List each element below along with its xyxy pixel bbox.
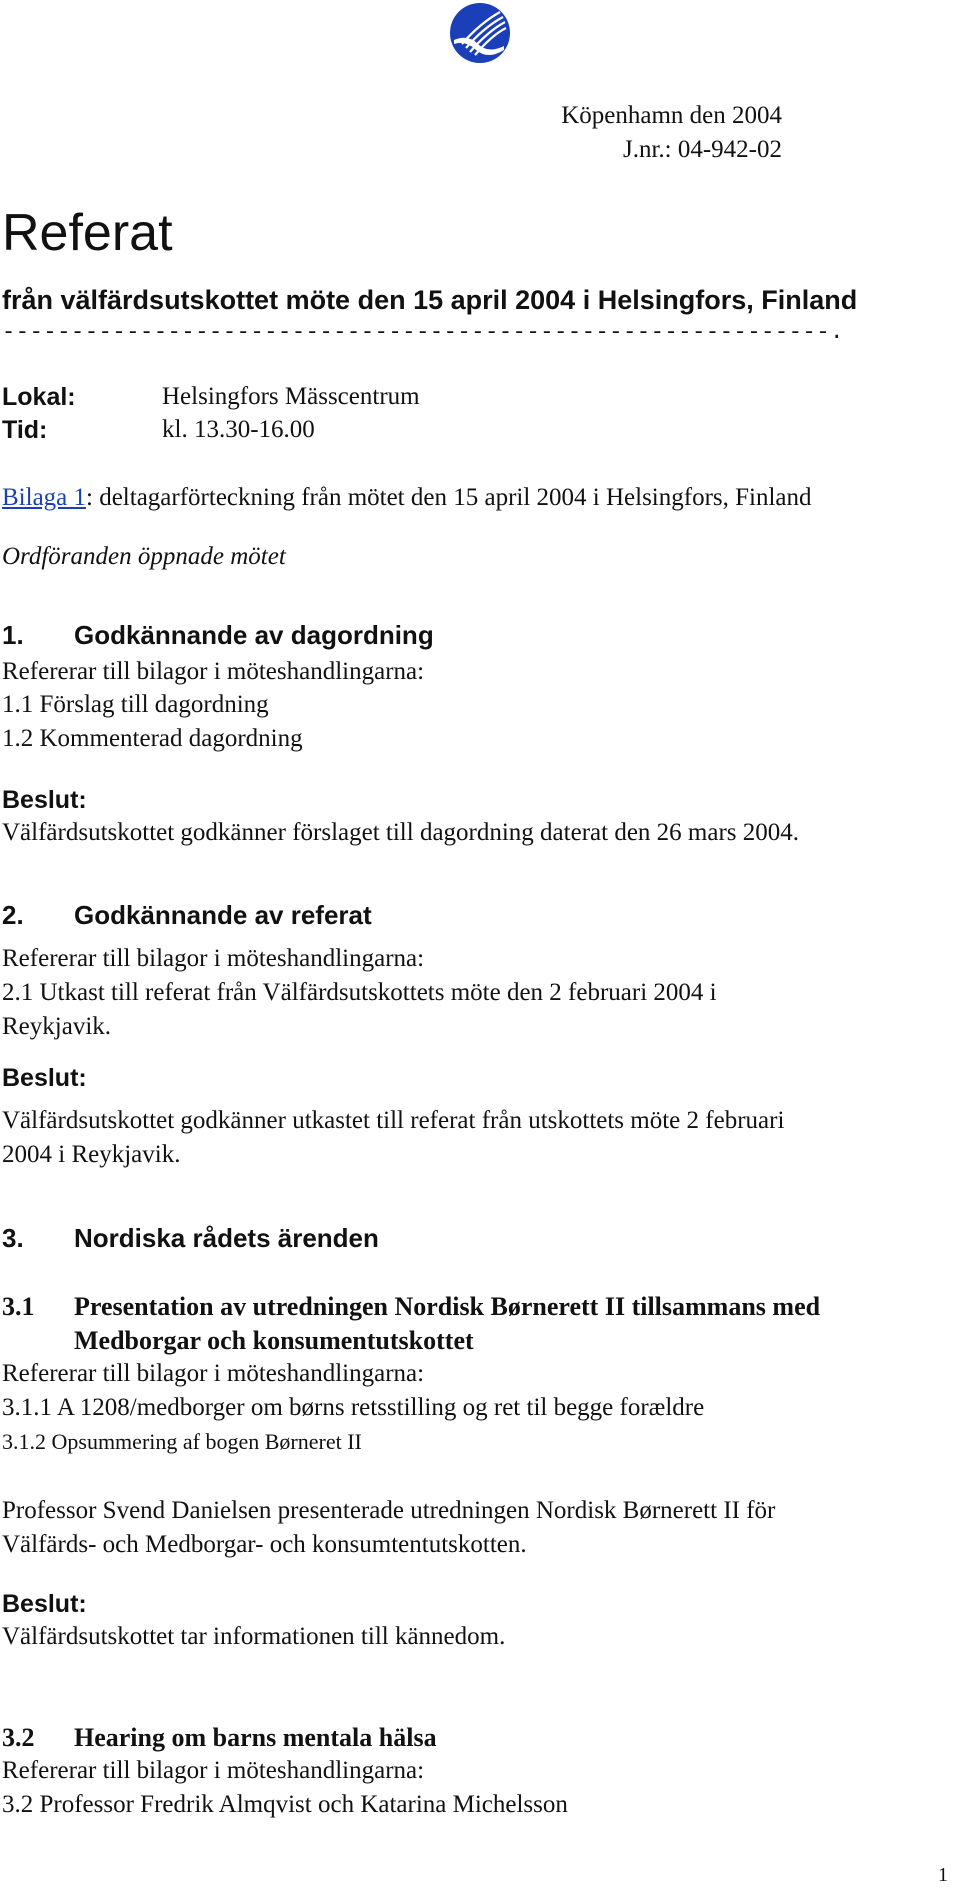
section-3-1-text-line-1: Professor Svend Danielsen presenterade utredningen Nordisk Børnerett II för [2, 1497, 776, 1524]
section-3-heading [2, 1223, 379, 1254]
section-1-beslut-text: Välfärdsutskottet godkänner förslaget till dagordning daterat den 26 mars 2004. [2, 819, 800, 846]
section-3-1-item-1: 3.1.1 A 1208/medborger om børns retsstilling og ret til begge forældre [2, 1394, 705, 1421]
organization-logo [448, 0, 512, 66]
section-3-1-reference: Refererar till bilagor i möteshandlingarna: [2, 1360, 425, 1387]
section-1-reference: Refererar till bilagor i möteshandlingarna: [2, 658, 425, 685]
separator-line: ------------------------------------------------------------. [2, 320, 844, 345]
section-1-item-1: 1.1 Förslag till dagordning [2, 691, 269, 718]
document-subtitle: från välfärdsutskottet möte den 15 april 2004 i Helsingfors, Finland [2, 285, 858, 315]
section-2-beslut-line-2: 2004 i Reykjavik. [2, 1141, 181, 1168]
section-2-beslut-line-1: Välfärdsutskottet godkänner utkastet till referat från utskottets möte 2 februari [2, 1107, 785, 1134]
section-3-number: 3. [2, 1223, 24, 1253]
section-2-title: Godkännande av referat [74, 900, 372, 930]
section-2-number: 2. [2, 900, 24, 930]
section-3-2-title: Hearing om barns mentala hälsa [74, 1723, 437, 1752]
section-2-item-line-2: Reykjavik. [2, 1013, 112, 1040]
tid-value: kl. 13.30-16.00 [162, 416, 315, 443]
section-3-1-beslut-text: Välfärdsutskottet tar informationen till kännedom. [2, 1623, 506, 1650]
section-3-1-item-2: 3.1.2 Opsummering af bogen Børneret II [2, 1429, 362, 1454]
section-2-heading [2, 900, 372, 931]
section-3-2-number: 3.2 [2, 1723, 35, 1752]
bilaga-line [2, 484, 812, 512]
section-3-2-heading [2, 1723, 437, 1753]
section-3-1-title-line-1: Presentation av utredningen Nordisk Børnerett II tillsammans med [74, 1292, 821, 1321]
section-2-beslut-label: Beslut: [2, 1064, 87, 1092]
opening-remark: Ordföranden öppnade mötet [2, 543, 286, 570]
bilaga-1-link[interactable]: Bilaga 1 [2, 484, 87, 511]
place-and-date: Köpenhamn den 2004 [561, 102, 782, 129]
section-1-number: 1. [2, 620, 24, 650]
section-3-1-number: 3.1 [2, 1292, 35, 1321]
section-3-2-reference: Refererar till bilagor i möteshandlingarna: [2, 1757, 425, 1784]
lokal-label: Lokal: [2, 383, 76, 411]
section-1-title: Godkännande av dagordning [74, 620, 434, 650]
section-3-1-title-line-2: Medborgar och konsumentutskottet [74, 1326, 474, 1355]
section-3-1-beslut-label: Beslut: [2, 1590, 87, 1618]
section-1-item-2: 1.2 Kommenterad dagordning [2, 725, 303, 752]
section-2-reference: Refererar till bilagor i möteshandlingarna: [2, 945, 425, 972]
section-1-heading [2, 620, 434, 651]
section-3-1-text-line-2: Välfärds- och Medborgar- och konsumtentutskotten. [2, 1531, 527, 1558]
tid-label: Tid: [2, 416, 48, 444]
section-1-beslut-label: Beslut: [2, 786, 87, 814]
document-title: Referat [2, 204, 173, 262]
bilaga-description: : deltagarförteckning från mötet den 15 april 2004 i Helsingfors, Finland [86, 484, 812, 511]
journal-number: J.nr.: 04-942-02 [622, 136, 782, 163]
section-3-1-heading [2, 1292, 820, 1322]
lokal-value: Helsingfors Mässcentrum [162, 383, 420, 410]
section-2-item-line-1: 2.1 Utkast till referat från Välfärdsutskottets möte den 2 februari 2004 i [2, 979, 717, 1006]
page-number: 1 [938, 1864, 948, 1886]
section-3-2-item: 3.2 Professor Fredrik Almqvist och Katarina Michelsson [2, 1791, 568, 1818]
section-3-title: Nordiska rådets ärenden [74, 1223, 379, 1253]
swan-logo-icon [448, 0, 512, 66]
